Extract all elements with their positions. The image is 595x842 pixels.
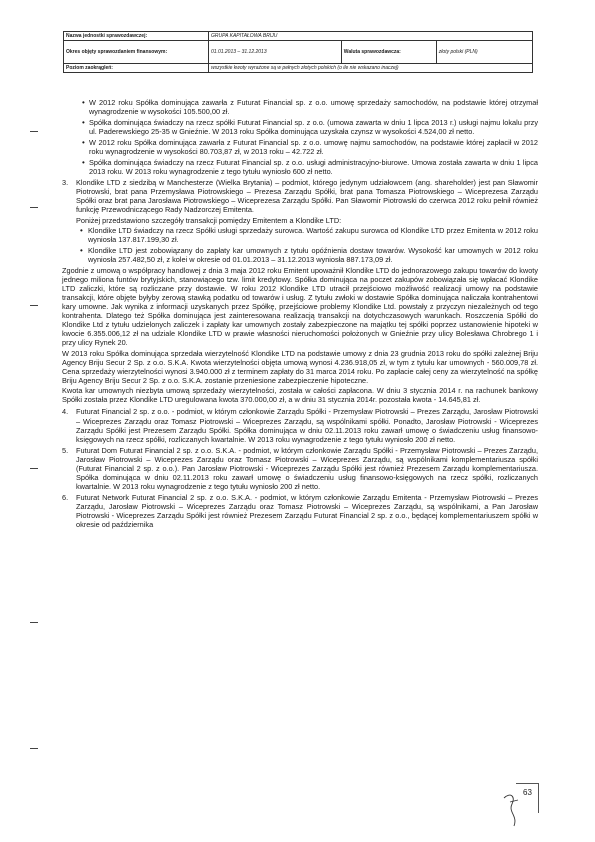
report-header-table bbox=[63, 31, 533, 73]
list-item: • Klondike LTD świadczy na rzecz Spółki usługi sprzedaży surowca. Wartość zakupu surowca od Klondike LTD przez Emitenta w 2012 roku wyniosła 137.817.199,30 zł. bbox=[62, 226, 538, 244]
numbered-item-3 bbox=[62, 178, 538, 214]
period-label: Okres objęty sprawozdaniem finansowym: bbox=[64, 41, 209, 64]
margin-dash bbox=[30, 131, 38, 132]
transactions-intro: Poniżej przedstawiono szczegóły transakcji pomiędzy Emitentem a Klondike LTD: bbox=[76, 215, 342, 225]
currency-value: złoty polski (PLN) bbox=[436, 41, 532, 64]
currency-label: Waluta sprawozdawcza: bbox=[341, 41, 436, 64]
item-text: Futurat Network Futurat Financial 2 sp. z o.o. S.K.A. - podmiot, w którym członkowie Zarządu Emitenta - Przemysław Piotrowski – Prezes Zarządu, Jarosław Piotrowski – Wiceprezes Zarządu oraz Tomasz Piotrowski – Wiceprezes Zarządu, są wspólnikami, a Pan Jarosław Piotrowski - Wiceprezes Zarządu Spółki jest również Prezesem Zarządu Futurat Financial 2 sp. z o.o., będącej komplementariuszem spółki w okresie od października bbox=[76, 492, 538, 530]
item-number: 5. bbox=[62, 445, 69, 455]
page-number-rule-vertical bbox=[538, 783, 539, 813]
list-item: • Spółka dominująca świadczy na rzecz spółki Futurat Financial sp. z o.o. (umowa zawarta w dniu 1 lipca 2013 r.) usługi najmu lokalu przy ul. Paderewskiego 25-35 w Gnieźnie. W 2013 roku Spółka dominująca uzyskała czynsz w wysokości 4.524,00 zł netto. bbox=[62, 118, 538, 136]
item-number: 4. bbox=[62, 407, 69, 417]
item-number: 3. bbox=[62, 177, 69, 187]
paragraph: Kwota kar umownych niezbyta umową sprzedaży wierzytelności, została w całości zapłacona. W dniu 3 stycznia 2014 r. na rachunek bankowy Spółki została przez Klondike LTD uregulowana kwota 370.000,00 zł, a w dniu 31 stycznia 2014r. pozostała kwota - 14.645,81 zł. bbox=[62, 386, 538, 405]
margin-dash bbox=[30, 748, 38, 749]
numbered-item-4 bbox=[62, 407, 538, 443]
initials-mark bbox=[500, 790, 524, 830]
margin-dash bbox=[30, 468, 38, 469]
item-number: 6. bbox=[62, 492, 69, 502]
entity-name-label: Nazwa jednostki sprawozdawczej: bbox=[64, 32, 209, 41]
item-text: Futurat Financial 2 sp. z o.o. - podmiot, w którym członkowie Zarządu Spółki - Przemysław Piotrowski – Prezes Zarządu, Jarosław Piotrowski – Wiceprezes Zarządu oraz Tomasz Piotrowski – Wiceprezes Zarządu, są wspólnikami spółki. Ponadto, Jarosław Piotrowski - Wiceprezes Zarządu Spółki jest Prezesem Zarządu Spółki. Spółka dominująca w dniu 02.11.2013 roku zawarł umowę o świadczeniu usług finansowo-księgowych na rzecz spółki, rozliczanych kwartalnie. W 2013 roku wynagrodzenie z tego tytułu wyniosło 200 zł netto. bbox=[76, 407, 538, 444]
list-item: • Spółka dominująca świadczy na rzecz Futurat Financial sp. z o.o. usługi administracyjno-biurowe. Umowa została zawarta w dniu 1 lipca 2013 roku. W 2013 roku wynagrodzenie z tego tytułu wyniosło 600 zł netto. bbox=[62, 158, 538, 176]
margin-dash bbox=[30, 207, 38, 208]
margin-dash bbox=[30, 622, 38, 623]
paragraph: W 2013 roku Spółka dominująca sprzedała wierzytelność Klondike LTD na podstawie umowy z dnia 23 grudnia 2013 roku do spółki zależnej Briju Agency Briju Secur 2 Sp. z o.o. S.K.A. Kwota wierzytelności objęta umową wynosi 4.236.918,05 zł, w tym z tytułu kar umownych - 560.009,78 zł. Cena sprzedaży wierzytelności wynosi 3.940.000 zł z terminem zapłaty do 31 marca 2014 roku. Po zapłacie całej ceny za wierzytelność na spółkę Briju Agency Briju Secur 2 Sp. z o.o. S.K.A. zostanie przeniesione zabezpieczenie hipoteczne. bbox=[62, 348, 538, 385]
margin-dash bbox=[30, 305, 38, 306]
numbered-item-6 bbox=[62, 493, 538, 529]
page-number: 63 bbox=[523, 788, 532, 797]
item-text: Klondike LTD z siedzibą w Manchesterze (Wielka Brytania) – podmiot, którego jedynym udziałowcem (ang. shareholder) jest pan Sławomir Piotrowski, brat pana Przemysława Piotrowskiego – Prezesa Zarządu Spółki, brat pana Tomasza Piotrowskiego – Wiceprezesa Zarządu Spółki oraz brat pana Jarosława Piotrowskiego – Wiceprezesa Zarządu Spółki. Pan Sławomir Piotrowski do czerwca 2012 roku pełnił również funkcję Przewodniczącego Rady Nadzorczej Emitenta. bbox=[76, 177, 538, 214]
rounding-value: wszystkie kwoty wyrażone są w pełnych złotych polskich (o ile nie wskazano inaczej) bbox=[209, 64, 533, 73]
document-body bbox=[62, 98, 538, 531]
numbered-item-5 bbox=[62, 446, 538, 491]
period-value: 01.01.2013 – 31.12.2013 bbox=[209, 41, 342, 64]
item-text: Futurat Dom Futurat Financial 2 sp. z o.o. S.K.A. - podmiot, w którym członkowie Zarządu Spółki - Przemysław Piotrowski – Prezes Zarządu, Jarosław Piotrowski – Wiceprezes Zarządu oraz Tomasz Piotrowski – Wiceprezes Zarządu, są wspólnikami komplementariusza spółki (Futurat Financial 2 sp. z o.o.). Pan Jarosław Piotrowski - Wiceprezes Zarządu Spółki jest również Prezesem Zarządu komplementariusza. Spółka dominująca w dniu 02.11.2013 roku zawarł umowę o świadczeniu usług finansowo-księgowych na rzecz spółki, rozliczanych kwartalnie. W 2013 roku wynagrodzenie z tego tytułu wyniosło 200 zł netto. bbox=[76, 445, 538, 491]
list-item: • W 2012 roku Spółka dominująca zawarła z Futurat Financial sp. z o.o. umowę najmu samochodów, na podstawie której zapłacił w 2012 roku wynagrodzenie w wysokości 80.703,87 zł, w 2013 roku – 42.722 zł. bbox=[62, 138, 538, 156]
page-number-rule bbox=[516, 783, 538, 784]
rounding-label: Poziom zaokrągleń: bbox=[64, 64, 209, 73]
entity-name-value: GRUPA KAPITAŁOWA BRIJU bbox=[209, 32, 533, 41]
paragraph: Zgodnie z umową o współpracy handlowej z dnia 3 maja 2012 roku Emitent upoważnił Klondike LTD do jednorazowego zakupu towarów do kwoty jednego miliona funtów brytyjskich, stanowiącego tzw. limit kredytowy. Spółka dominująca na poczet zakupów zobowiązała się wpłacać Klondike LTD zaliczki, które są rozliczane przy dostawie. W roku 2012 Klondike LTD utracił przejściowo możliwość realizacji umowy na podstawie transakcji, które objęte byłyby zerową stawką podatku od towarów i usług. Z tytułu zwłoki w dostawie Spółka dominująca naliczała kontrahentowi kary umowne. Jak wynika z informacji uzyskanych przez Spółkę, przejściowe problemy Klondike Ltd. powstały z przyczyn niezależnych od tego kontrahenta. Dlatego też Spółka dominująca jest zainteresowana realizacją transakcji na dotychczasowych warunkach. Roszczenia Spółki do Klondike Ltd z tytułu udzielonych zaliczek i zapłaty kar umownych zostały zabezpieczone na majątku tej spółki poprzez ustanowienie hipoteki w kwocie 6.355.006,12 zł na udziale Klondike LTD w prawie własności nieruchomości położonych w Gnieźnie przy ulicy Bolesława Chrobrego 1 i przy ulicy Rynek 20. bbox=[62, 265, 538, 347]
list-item: • Klondike LTD jest zobowiązany do zapłaty kar umownych z tytułu opóźnienia dostaw towarów. Wysokość kar umownych w 2012 roku wyniosła 257.482,50 zł, z kolei w okresie od 01.01.2013 – 31.12.2013 wyniosła 887.173,09 zł. bbox=[62, 246, 538, 264]
list-item: • W 2012 roku Spółka dominująca zawarła z Futurat Financial sp. z o.o. umowę sprzedaży samochodów, na podstawie której otrzymał wynagrodzenie w wysokości 105.500,00 zł. bbox=[62, 98, 538, 116]
